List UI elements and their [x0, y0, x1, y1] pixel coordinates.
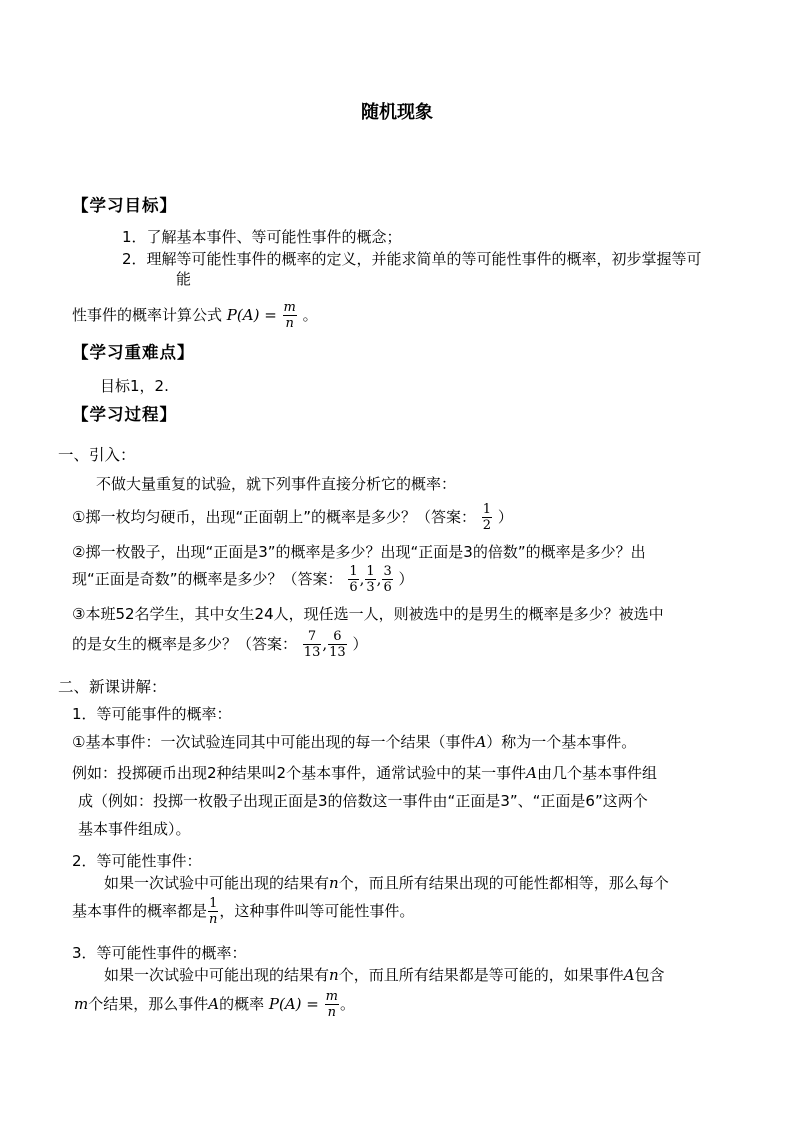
example-line-2: 成（例如：投掷一枚骰子出现正面是3的倍数这一事件由“正面是3”、“正面是6”这两个: [78, 792, 648, 810]
question-3-line-1: ③本班52名学生，其中女生24人，现任选一人，则被选中的是男生的概率是多少？被选中: [72, 605, 664, 623]
one-over-n-fraction: [208, 896, 218, 927]
answer-1-fraction: [482, 502, 492, 533]
numerator: 3: [383, 564, 392, 579]
denominator: 13: [303, 645, 321, 660]
formula-lhs: P(A) =: [226, 306, 277, 324]
formula-numerator: m: [283, 300, 296, 315]
var-a: A: [208, 995, 220, 1013]
numerator: 6: [328, 629, 347, 645]
denominator: 2: [482, 518, 492, 533]
prob-text-e: 的概率: [219, 995, 265, 1013]
var-a: A: [526, 764, 537, 782]
intro-heading: 一、引入：: [58, 446, 136, 464]
var-a: A: [623, 966, 635, 984]
question-3-line-2: [72, 627, 367, 661]
prob-text-d: 个结果，那么事件: [88, 995, 209, 1013]
lesson-subheading-1: 1．等可能事件的概率：: [72, 705, 232, 723]
equal-event-line-1: [104, 872, 669, 894]
question-1-text: ①掷一枚均匀硬币，出现“正面朝上”的概率是多少？（答案：: [72, 508, 476, 526]
example-line-3: 基本事件组成）。: [78, 820, 191, 838]
paren-close: ）: [497, 508, 513, 526]
objective-item-2-wrap: 能: [176, 270, 192, 288]
numerator: 1: [209, 896, 218, 911]
answer-2b-fraction: [365, 564, 375, 595]
paren-close: ）: [398, 570, 414, 588]
numerator: 1: [349, 564, 358, 579]
basic-text-b: ）称为一个基本事件。: [486, 733, 637, 751]
denominator: 13: [329, 645, 346, 660]
paren-close: ）: [352, 635, 368, 653]
section-process: 【学习过程】: [72, 405, 177, 424]
denominator: 6: [349, 580, 358, 595]
prob-text-a: 如果一次试验中可能出现的结果有: [104, 966, 330, 984]
formula-lhs: P(A) =: [268, 995, 319, 1013]
objective-formula-text: 性事件的概率计算公式: [72, 306, 223, 324]
formula-end: 。: [339, 995, 355, 1013]
section-objectives: 【学习目标】: [72, 196, 177, 215]
equal-text-c: 基本事件的概率都是: [72, 902, 208, 920]
basic-event-definition: [72, 731, 636, 753]
numerator: 1: [482, 502, 492, 517]
prob-text-c: 包含: [634, 966, 665, 984]
answer-3a-fraction: [303, 629, 322, 660]
section-key-points: 【学习重难点】: [72, 343, 195, 362]
probability-line-2: [74, 986, 355, 1022]
question-3-text: 的是女生的概率是多少？（答案：: [72, 635, 298, 653]
objective-item-1: 1．了解基本事件、等可能性事件的概念；: [122, 228, 402, 246]
comma: ,: [376, 570, 382, 588]
probability-line-1: [104, 964, 665, 986]
numerator: m: [325, 989, 338, 1004]
m-over-n-fraction: [325, 989, 339, 1020]
denominator: n: [327, 1005, 336, 1020]
prob-text-b: 个，而且所有结果都是等可能的，如果事件: [338, 966, 624, 984]
answer-2a-fraction: [348, 564, 358, 595]
objective-formula-line: [72, 298, 318, 332]
page-title: 随机现象: [361, 102, 433, 123]
var-a: A: [475, 733, 487, 751]
var-m: m: [74, 995, 89, 1013]
objective-item-2: 2．理解等可能性事件的概率的定义，并能求简单的等可能性事件的概率，初步掌握等可: [122, 250, 702, 268]
denominator: 6: [383, 580, 392, 595]
var-n: n: [329, 966, 339, 984]
question-2-line-2: [72, 562, 414, 596]
comma: ,: [322, 635, 328, 653]
basic-text-a: ①基本事件：一次试验连同其中可能出现的每一个结果（事件: [72, 733, 476, 751]
equal-text-d: ，这种事件叫等可能性事件。: [219, 902, 415, 920]
lesson-subheading-2: 2．等可能性事件：: [72, 852, 202, 870]
answer-2c-fraction: [382, 564, 392, 595]
denominator: 3: [366, 580, 375, 595]
equal-event-line-2: [72, 893, 414, 929]
lesson-subheading-3: 3．等可能性事件的概率：: [72, 944, 247, 962]
comma: ,: [359, 570, 365, 588]
example-text-a: 例如：投掷硬币出现2种结果叫2个基本事件，通常试验中的某一事件: [72, 764, 527, 782]
question-2-line-1: ②掷一枚骰子，出现“正面是3”的概率是多少？出现“正面是3的倍数”的概率是多少？出: [72, 543, 646, 561]
formula-end: 。: [302, 306, 318, 324]
denominator: n: [209, 912, 218, 927]
equal-text-b: 个，而且所有结果出现的可能性都相等，那么每个: [338, 874, 669, 892]
numerator: 1: [366, 564, 375, 579]
equal-text-a: 如果一次试验中可能出现的结果有: [104, 874, 330, 892]
answer-3b-fraction: [328, 629, 347, 660]
question-1: [72, 500, 513, 534]
var-n: n: [329, 874, 339, 892]
intro-lead: 不做大量重复的试验，就下列事件直接分析它的概率：: [96, 475, 457, 493]
lesson-heading: 二、新课讲解：: [58, 678, 167, 696]
formula-fraction: [283, 300, 297, 331]
example-text-b: 由几个基本事件组: [536, 764, 657, 782]
formula-denominator: n: [285, 316, 294, 331]
key-points-text: 目标1，2.: [100, 377, 169, 395]
question-2-text: 现“正面是奇数”的概率是多少？（答案：: [72, 570, 343, 588]
example-line-1: [72, 762, 657, 784]
numerator: 7: [303, 629, 322, 645]
